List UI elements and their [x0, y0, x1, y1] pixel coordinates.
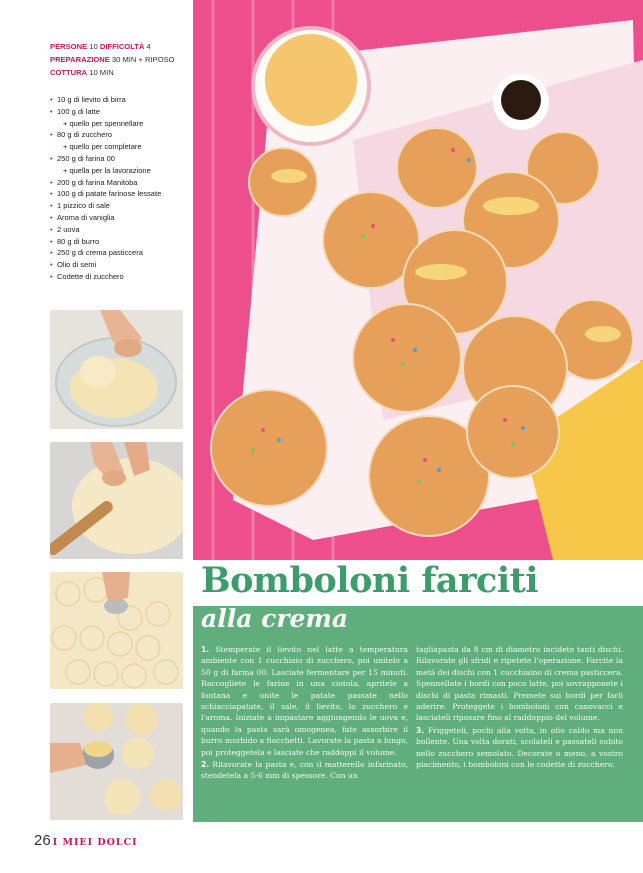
ingredient-item: • 80 g di burro — [50, 236, 190, 248]
hero-bomboloni-photo — [193, 0, 643, 560]
ingredient-item: • 100 g di latte + quello per spennellare — [50, 106, 190, 130]
method-column-2 — [416, 644, 623, 771]
meta-key: PERSONE — [50, 42, 88, 51]
meta-line — [50, 40, 190, 53]
ingredient-item: • Olio di semi — [50, 259, 190, 271]
ingredient-item: • 100 g di patate farinose lessate — [50, 188, 190, 200]
method-step: 2. Rilavorate la pasta e, con il matterello infarinato, stendetela a 5-6 mm di spessore. Con un — [201, 760, 408, 781]
step-photo-dough-bowl — [50, 310, 183, 429]
meta-value: 10 MIN — [89, 68, 114, 77]
ingredient-item: • Codette di zucchero — [50, 271, 190, 283]
ingredient-item: • 200 g di farina Manitoba — [50, 177, 190, 189]
meta-key: PREPARAZIONE — [50, 55, 110, 64]
method-column-1 — [201, 644, 408, 783]
ingredient-item: • 10 g di lievito di birra — [50, 94, 190, 106]
magazine-brand: I MIEI DOLCI — [52, 837, 138, 848]
meta-line — [50, 53, 190, 66]
step-photo-rolling-dough — [50, 442, 183, 559]
meta-value: 10 — [89, 42, 98, 51]
meta-key: COTTURA — [50, 68, 88, 77]
meta-value: 4 — [146, 42, 151, 51]
recipe-subtitle: alla crema — [201, 604, 349, 633]
ingredient-item: • 80 g di zucchero + quello per completare — [50, 129, 190, 153]
recipe-title: Bomboloni farciti — [201, 560, 539, 601]
ingredient-item: • 250 g di farina 00 + quella per la lavorazione — [50, 153, 190, 177]
method-step: 3. Friggeteli, pochi alla volta, in olio caldo ma non bollente. Una volta dorati, scolateli e passateli subito nello zucchero semolato. Decorate o meno, a vostro piacimento, i bomboloni con le codette di zucchero. — [416, 725, 623, 770]
step-photo-filled-discs — [50, 703, 183, 820]
page-number: 26 — [34, 832, 51, 849]
meta-value: 30 MIN + RIPOSO — [111, 55, 175, 64]
recipe-meta — [50, 40, 190, 79]
method-step: 1. Stemperate il lievito nel latte a temperatura ambiente con 1 cucchiaio di zucchero, poi unitelo a 50 g di farina 00. Lasciate fermentare per 15 minuti. Raccogliete le farine in una ciotola, apritele a fontana e unite le patate passate nello schiacciapatate, il sale, il lievito, lo zucchero e l'aroma. Iniziate a impastare aggiungendo le uova e, quando la pasta sarà omogenea, fate assorbire il burro morbido a fiocchetti. Lavorate la pasta a lungo, poi proteggetela e lasciate che raddoppi il volume. — [201, 645, 408, 757]
page-footer — [34, 832, 138, 849]
ingredient-item: • 1 pizzico di sale — [50, 200, 190, 212]
meta-line — [50, 66, 190, 79]
ingredient-item: • 250 g di crema pasticcera — [50, 247, 190, 259]
ingredient-list — [50, 94, 190, 283]
ingredient-item: • Aroma di vaniglia — [50, 212, 190, 224]
method-step: tagliapasta da 8 cm di diametro incidete tanti dischi. Rilavorate gli sfridi e ripetete l'operazione. Farcite la metà dei dischi con 1 cucchiaino di crema pasticcera. Spennellate i bordi con poco latte, poi sovrapponete i dischi di pasta rimasti. Premete sui bordi per farli aderire. Proteggete i bomboloni con canovacci e lasciateli riposare fino al raddoppio del volume. — [416, 645, 623, 723]
step-photo-cutting-discs — [50, 572, 183, 689]
ingredient-item: • 2 uova — [50, 224, 190, 236]
meta-key: DIFFICOLTÀ — [99, 42, 145, 51]
